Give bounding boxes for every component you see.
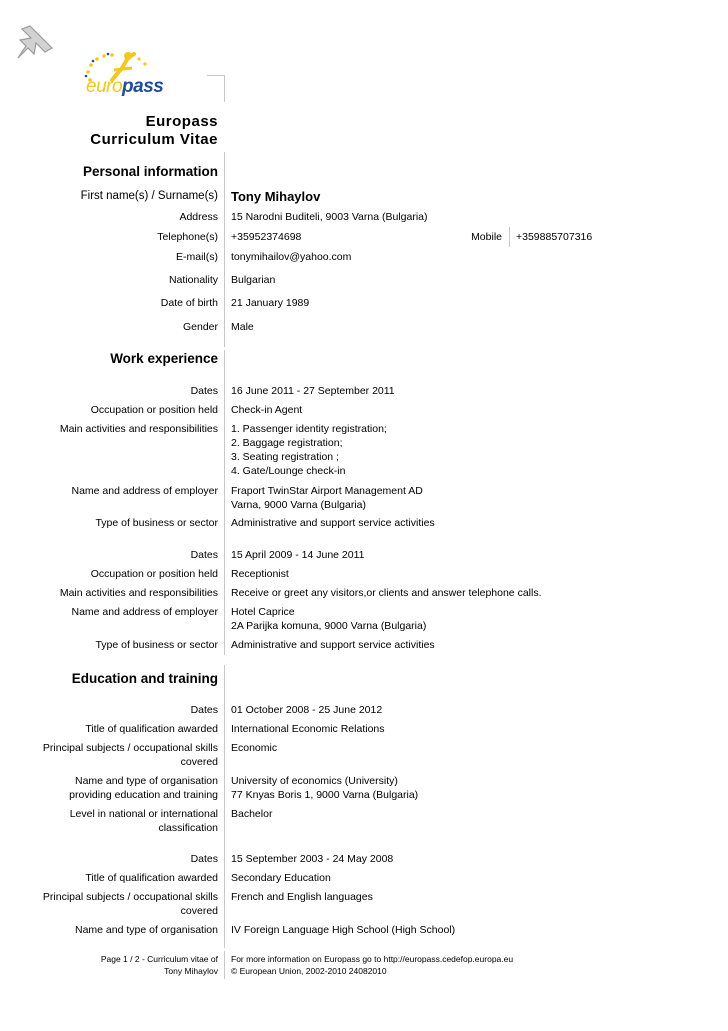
job2-sector-label: Type of business or sector <box>95 639 218 651</box>
footer-copyright: © European Union, 2002-2010 24082010 <box>231 966 387 976</box>
section-work-experience: Work experience <box>110 351 218 366</box>
edu2-subjects-label-1: Principal subjects / occupational skills <box>42 891 218 903</box>
edu2-subjects-label-2: covered <box>180 905 218 917</box>
edu1-subjects-label-2: covered <box>180 756 218 768</box>
edu2-dates: 15 September 2003 - 24 May 2008 <box>231 853 394 865</box>
edu1-org-name: University of economics (University) <box>231 775 398 787</box>
edu2-subjects: French and English languages <box>231 891 373 903</box>
europass-logo <box>82 50 168 106</box>
value-telephone: +35952374698 <box>231 231 302 243</box>
value-nationality: Bulgarian <box>231 274 276 286</box>
job1-activity-3: 3. Seating registration ; <box>231 451 339 463</box>
job1-employer-label: Name and address of employer <box>71 485 218 497</box>
divider-education <box>224 665 225 948</box>
label-telephone: Telephone(s) <box>157 231 218 243</box>
label-email: E-mail(s) <box>176 251 218 263</box>
job1-activity-1: 1. Passenger identity registration; <box>231 423 387 435</box>
value-address: 15 Narodni Buditeli, 9003 Varna (Bulgaria) <box>231 211 428 223</box>
edu2-qual-label: Title of qualification awarded <box>85 872 218 884</box>
pushpin-icon <box>8 18 70 80</box>
job2-sector: Administrative and support service activities <box>231 639 435 651</box>
footer-europass-link[interactable]: For more information on Europass go to http://europass.cedefop.europa.eu <box>231 954 514 964</box>
edu2-org-name: IV Foreign Language High School (High School) <box>231 924 456 936</box>
divider-work <box>224 350 225 655</box>
label-mobile: Mobile <box>471 231 502 243</box>
job1-dates-label: Dates <box>190 385 218 397</box>
title-curriculum-vitae: Curriculum Vitae <box>90 131 218 148</box>
edu2-dates-label: Dates <box>190 853 218 865</box>
job2-dates: 15 April 2009 - 14 June 2011 <box>231 549 365 561</box>
footer-page-info-line2: Tony Mihaylov <box>164 966 218 976</box>
job1-occupation-label: Occupation or position held <box>90 404 218 416</box>
job1-activities-label: Main activities and responsibilities <box>59 423 218 435</box>
title-europass: Europass <box>145 113 218 130</box>
edu1-subjects-label-1: Principal subjects / occupational skills <box>42 742 218 754</box>
edu1-org-address: 77 Knyas Boris 1, 9000 Varna (Bulgaria) <box>231 789 419 801</box>
label-name: First name(s) / Surname(s) <box>80 190 218 202</box>
section-education-training: Education and training <box>71 671 218 686</box>
label-date-of-birth: Date of birth <box>160 297 218 309</box>
edu2-org-label-1: Name and type of organisation <box>74 924 218 936</box>
logo-pass-text: pass <box>122 76 164 97</box>
edu1-level: Bachelor <box>231 808 273 820</box>
edu1-org-label-1: Name and type of organisation <box>74 775 218 787</box>
divider-top <box>224 75 225 102</box>
divider-mobile <box>509 227 510 247</box>
job1-sector: Administrative and support service activities <box>231 517 435 529</box>
label-nationality: Nationality <box>168 274 218 286</box>
footer-page-info-line1: Page 1 / 2 - Curriculum vitae of <box>100 954 218 964</box>
value-date-of-birth: 21 January 1989 <box>231 297 310 309</box>
divider-personal <box>224 152 225 347</box>
job1-activity-2: 2. Baggage registration; <box>231 437 343 449</box>
job2-activities-label: Main activities and responsibilities <box>59 587 218 599</box>
logo-euro-text: euro <box>86 76 123 97</box>
value-mobile: +359885707316 <box>516 231 593 243</box>
job1-dates: 16 June 2011 - 27 September 2011 <box>231 385 395 397</box>
job2-employer-label: Name and address of employer <box>71 606 218 618</box>
label-address: Address <box>179 211 218 223</box>
job2-employer-name: Hotel Caprice <box>231 606 295 618</box>
value-email: tonymihailov@yahoo.com <box>231 251 352 263</box>
job1-sector-label: Type of business or sector <box>95 517 218 529</box>
edu1-level-label-1: Level in national or international <box>69 808 218 820</box>
value-gender: Male <box>231 321 254 333</box>
value-name: Tony Mihaylov <box>231 189 321 204</box>
job2-activity-1: Receive or greet any visitors,or clients and answer telephone calls. <box>231 587 542 599</box>
job1-occupation: Check-in Agent <box>231 404 303 416</box>
corner-line <box>207 75 224 76</box>
edu2-qual: Secondary Education <box>231 872 331 884</box>
job1-employer-address: Varna, 9000 Varna (Bulgaria) <box>231 499 367 511</box>
edu1-dates-label: Dates <box>190 704 218 716</box>
edu1-qual-label: Title of qualification awarded <box>85 723 218 735</box>
job2-employer-address: 2A Parijka komuna, 9000 Varna (Bulgaria) <box>231 620 427 632</box>
edu1-org-label-2: providing education and training <box>69 789 218 801</box>
section-personal-information: Personal information <box>82 164 218 179</box>
edu1-level-label-2: classification <box>158 822 218 834</box>
job1-activity-4: 4. Gate/Lounge check-in <box>231 465 346 477</box>
job2-occupation: Receptionist <box>231 568 289 580</box>
edu1-subjects: Economic <box>231 742 278 754</box>
label-gender: Gender <box>182 321 218 333</box>
job1-employer-name: Fraport TwinStar Airport Management AD <box>231 485 423 497</box>
job2-occupation-label: Occupation or position held <box>90 568 218 580</box>
divider-footer <box>224 951 225 979</box>
edu1-qual: International Economic Relations <box>231 723 385 735</box>
edu1-dates: 01 October 2008 - 25 June 2012 <box>231 704 383 716</box>
job2-dates-label: Dates <box>190 549 218 561</box>
